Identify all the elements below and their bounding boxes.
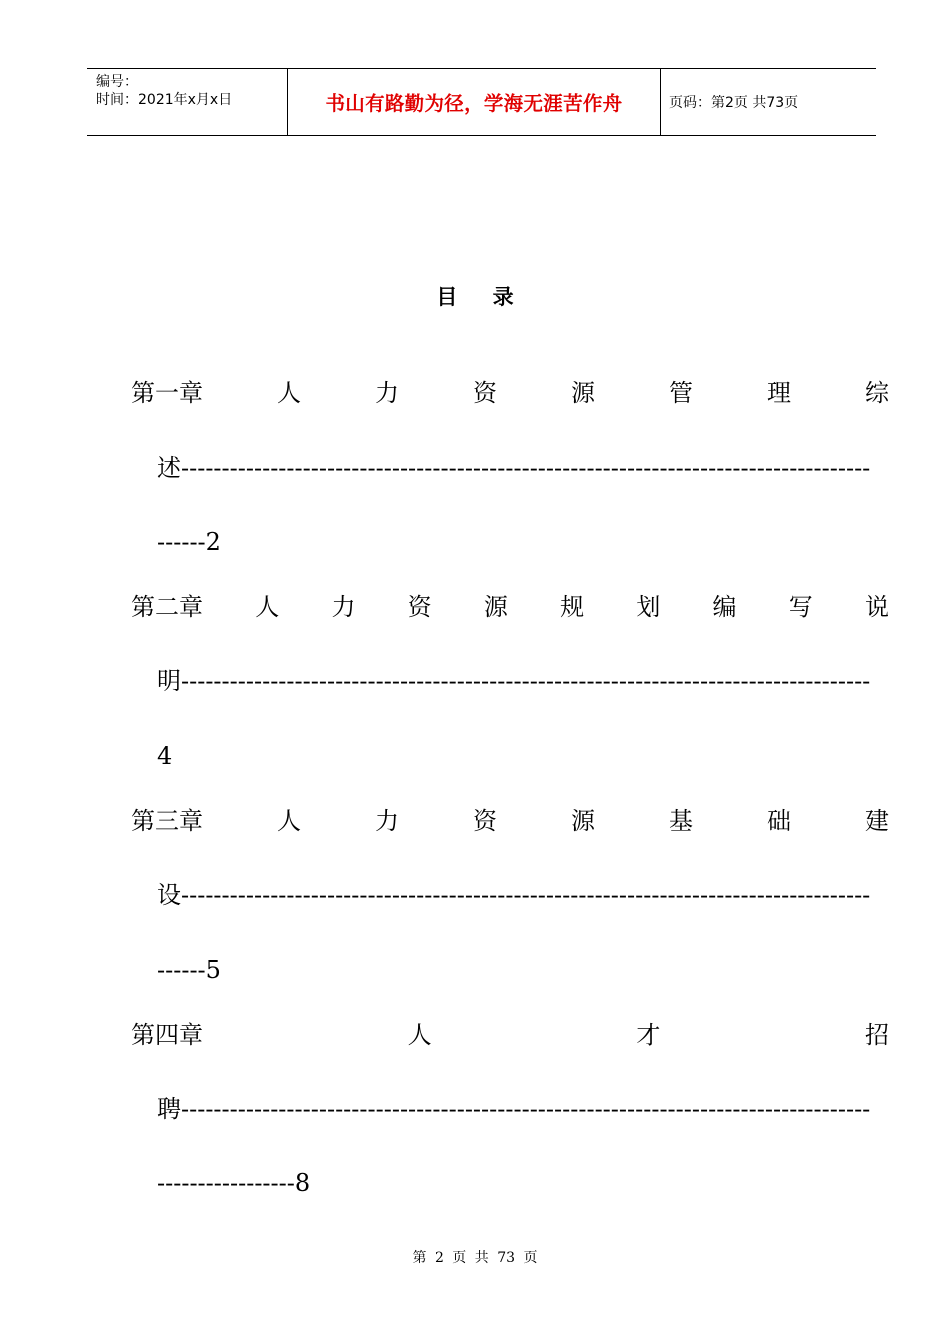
toc-chapter-2-char: 规	[560, 593, 585, 621]
header-page-cell	[661, 69, 876, 135]
toc-chapter-2-char: 划	[636, 593, 661, 621]
toc-chapter-1-char: 人	[277, 379, 301, 407]
toc-chapter-2-page[interactable]: 4	[157, 742, 173, 770]
page-header	[87, 68, 876, 136]
toc-chapter-4-page[interactable]: -----------------8	[157, 1169, 311, 1197]
toc-chapter-2-leader[interactable]: 明-------------------------------------------------------------------------------------	[157, 667, 871, 695]
toc-chapter-1-leader[interactable]: 述-------------------------------------------------------------------------------------	[157, 454, 871, 482]
toc-chapter-2-char: 资	[407, 593, 432, 621]
toc-title: 目 录	[436, 285, 528, 309]
toc-chapter-1-char: 力	[375, 379, 399, 407]
toc-chapter-1-heading[interactable]	[131, 379, 889, 407]
toc-chapter-1-char: 源	[571, 379, 595, 407]
toc-chapter-3-char: 源	[571, 807, 595, 835]
toc-chapter-3-char: 第三章	[131, 807, 203, 835]
header-meta-cell	[87, 69, 287, 135]
header-motto: 书山有路勤为径，学海无涯苦作舟	[325, 92, 623, 115]
header-page-info: 页码：第2页 共73页	[669, 95, 799, 111]
toc-chapter-4-heading[interactable]	[131, 1021, 889, 1049]
toc-chapter-4-char: 人	[407, 1021, 432, 1049]
toc-chapter-2-char: 力	[331, 593, 356, 621]
toc-chapter-2-char: 写	[788, 593, 813, 621]
toc-chapter-4-char: 才	[636, 1021, 661, 1049]
toc-chapter-3-char: 人	[277, 807, 301, 835]
toc-chapter-2-char: 人	[255, 593, 280, 621]
page-footer: 第 2 页 共 73 页	[412, 1250, 538, 1266]
toc-chapter-3-char: 资	[473, 807, 497, 835]
toc-chapter-4-char: 第四章	[131, 1021, 203, 1049]
document-date-label: 时间：2021年x月x日	[96, 92, 233, 108]
toc-chapter-3-char: 基	[669, 807, 693, 835]
toc-chapter-2-char: 源	[483, 593, 508, 621]
toc-chapter-3-leader[interactable]: 设-------------------------------------------------------------------------------------	[157, 881, 871, 909]
toc-chapter-2-char: 第二章	[131, 593, 203, 621]
toc-chapter-3-char: 力	[375, 807, 399, 835]
toc-chapter-3-page[interactable]: ------5	[157, 956, 221, 984]
toc-chapter-4-char: 招	[864, 1021, 889, 1049]
toc-chapter-3-char: 础	[767, 807, 791, 835]
toc-chapter-1-char: 资	[473, 379, 497, 407]
toc-chapter-1-char: 综	[865, 379, 889, 407]
toc-chapter-2-char: 说	[864, 593, 889, 621]
toc-chapter-4-leader[interactable]: 聘-------------------------------------------------------------------------------------	[157, 1095, 871, 1123]
document-number-label: 编号：	[96, 74, 138, 90]
toc-chapter-1-char: 管	[669, 379, 693, 407]
toc-chapter-2-char: 编	[712, 593, 737, 621]
toc-chapter-2-heading[interactable]	[131, 593, 889, 621]
header-motto-cell	[287, 69, 661, 135]
toc-chapter-1-page[interactable]: ------2	[157, 528, 221, 556]
toc-chapter-1-char: 理	[767, 379, 791, 407]
toc-chapter-3-char: 建	[865, 807, 889, 835]
toc-chapter-1-char: 第一章	[131, 379, 203, 407]
toc-chapter-3-heading[interactable]	[131, 807, 889, 835]
